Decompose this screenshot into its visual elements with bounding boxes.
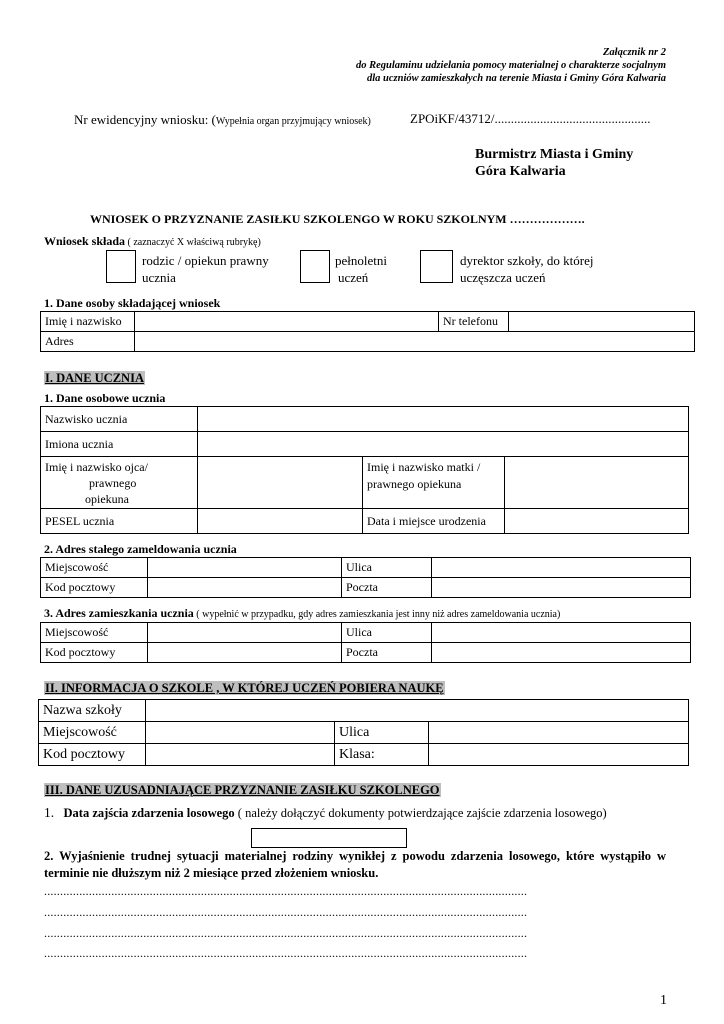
- pesel-field[interactable]: [198, 509, 363, 534]
- registered-address-heading: 2. Adres stałego zameldowania ucznia: [44, 542, 237, 556]
- explanation-line-1[interactable]: .......................................................................................................................................................: [44, 884, 528, 898]
- option-director-line-2: uczęszcza uczeń: [460, 270, 546, 285]
- res-street-label: Ulica: [342, 623, 432, 643]
- recipient-line-1: Burmistrz Miasta i Gminy: [475, 147, 634, 162]
- school-postcode-label: Kod pocztowy: [39, 744, 146, 766]
- school-postcode-field[interactable]: [146, 744, 335, 766]
- student-table: [40, 406, 689, 534]
- birth-field[interactable]: [505, 509, 689, 534]
- explanation-line-4[interactable]: .......................................................................................................................................................: [44, 946, 528, 960]
- father-label: [41, 457, 198, 509]
- section-3-heading-text: III. DANE UZUSADNIAJĄCE PRZYZNANIE ZASIŁKU SZKOLNEGO: [45, 783, 440, 797]
- registry-value: ZPOiKF/43712/................................................: [410, 111, 651, 126]
- residence-note: ( wypełnić w przypadku, gdy adres zamieszkania jest inny niż adres zameldowania ucznia): [193, 609, 561, 620]
- res-postcode-label: Kod pocztowy: [41, 643, 148, 663]
- event-date-question: [44, 805, 607, 821]
- section-2-heading: [44, 679, 445, 697]
- form-title: WNIOSEK O PRZYZNANIE ZASIŁKU SZKOLENGO W ROKU SZKOLNYM ……………….: [90, 212, 585, 226]
- applicant-heading: 1. Dane osoby składającej wniosek: [44, 296, 221, 310]
- residence-heading-text: 3. Adres zamieszkania ucznia: [44, 606, 194, 620]
- applicant-table: [40, 311, 695, 352]
- school-class-field[interactable]: [429, 744, 689, 766]
- applicant-name-field[interactable]: [135, 312, 439, 332]
- option-parent-label: [142, 252, 269, 286]
- first-names-label: Imiona ucznia: [41, 432, 198, 457]
- recipient-line-2: Góra Kalwaria: [475, 164, 566, 179]
- father-label-line-1: Imię i nazwisko ojca/: [45, 460, 148, 474]
- birth-label: Data i miejsce urodzenia: [363, 509, 505, 534]
- mother-label: [363, 457, 505, 509]
- event-date-field[interactable]: [251, 828, 407, 848]
- option-parent-line-1: rodzic / opiekun prawny: [142, 253, 269, 268]
- reg-postcode-label: Kod pocztowy: [41, 578, 148, 598]
- registry-label: Nr ewidencyjny wniosku: (: [74, 112, 216, 127]
- residence-address-table: [40, 622, 691, 663]
- reg-town-field[interactable]: [148, 558, 342, 578]
- res-town-field[interactable]: [148, 623, 342, 643]
- checkbox-adult-student[interactable]: [300, 250, 330, 283]
- option-parent-line-2: ucznia: [142, 270, 176, 285]
- applicant-address-field[interactable]: [135, 332, 695, 352]
- applicant-name-label: Imię i nazwisko: [41, 312, 135, 332]
- q1-number: 1.: [44, 805, 55, 820]
- school-town-field[interactable]: [146, 722, 335, 744]
- section-3-heading: [44, 781, 441, 799]
- school-table: [38, 699, 689, 766]
- reg-post-field[interactable]: [432, 578, 691, 598]
- applicant-phone-field[interactable]: [509, 312, 695, 332]
- section-1-heading-text: I. DANE UCZNIA: [45, 371, 144, 385]
- submitter-label: Wniosek składa: [44, 234, 126, 248]
- res-street-field[interactable]: [432, 623, 691, 643]
- option-adult-label: [335, 252, 387, 286]
- option-director-label: [460, 252, 593, 286]
- school-name-label: Nazwa szkoły: [39, 700, 146, 722]
- registered-address-table: [40, 557, 691, 598]
- father-label-line-3: opiekuna: [85, 492, 129, 506]
- father-label-line-2: prawnego: [89, 476, 137, 490]
- surname-label: Nazwisko ucznia: [41, 407, 198, 432]
- res-town-label: Miejscowość: [41, 623, 148, 643]
- residence-address-heading: [44, 606, 560, 621]
- school-town-label: Miejscowość: [39, 722, 146, 744]
- explanation-line-3[interactable]: .......................................................................................................................................................: [44, 926, 528, 940]
- reg-street-field[interactable]: [432, 558, 691, 578]
- father-field[interactable]: [198, 457, 363, 509]
- school-name-field[interactable]: [146, 700, 689, 722]
- annex-line-3: dla uczniów zamieszkałych na terenie Miasta i Gminy Góra Kalwaria: [367, 73, 666, 84]
- surname-field[interactable]: [198, 407, 689, 432]
- submitter-hint: ( zaznaczyć X właściwą rubrykę): [125, 237, 261, 248]
- q1-bold: Data zajścia zdarzenia losowego: [63, 806, 235, 820]
- section-1-heading: [44, 369, 145, 387]
- section-2-heading-text: II. INFORMACJA O SZKOLE , W KTÓREJ UCZEŃ POBIERA NAUKĘ: [45, 681, 444, 695]
- hardship-question: 2. Wyjaśnienie trudnej sytuacji materialnej rodziny wynikłej z powodu zdarzenia losowego, które wystąpiło w terminie nie dłuższym niż 2 miesiące przed złożeniem wniosku.: [44, 849, 666, 880]
- option-director-line-1: dyrektor szkoły, do której: [460, 253, 594, 268]
- option-adult-line-1: pełnoletni: [335, 253, 387, 268]
- option-adult-line-2: uczeń: [338, 270, 369, 285]
- registry-number: [74, 112, 371, 128]
- explanation-line-2[interactable]: .......................................................................................................................................................: [44, 905, 528, 919]
- q1-rest: ( należy dołączyć dokumenty potwierdzające zajście zdarzenia losowego): [234, 806, 607, 820]
- personal-data-heading: 1. Dane osobowe ucznia: [44, 391, 166, 405]
- registry-note: Wypełnia organ przyjmujący wniosek): [215, 116, 371, 127]
- school-street-field[interactable]: [429, 722, 689, 744]
- mother-label-line-1: Imię i nazwisko matki /: [367, 460, 481, 474]
- reg-street-label: Ulica: [342, 558, 432, 578]
- pesel-label: PESEL ucznia: [41, 509, 198, 534]
- first-names-field[interactable]: [198, 432, 689, 457]
- annex-line-2: do Regulaminu udzielania pomocy materialnej o charakterze socjalnym: [355, 60, 666, 71]
- res-post-label: Poczta: [342, 643, 432, 663]
- mother-label-line-2: prawnego opiekuna: [367, 477, 462, 491]
- submitter-row: [44, 234, 261, 249]
- school-street-label: Ulica: [335, 722, 429, 744]
- school-class-label: Klasa:: [335, 744, 429, 766]
- checkbox-parent[interactable]: [106, 250, 136, 283]
- reg-postcode-field[interactable]: [148, 578, 342, 598]
- res-post-field[interactable]: [432, 643, 691, 663]
- applicant-phone-label: Nr telefonu: [439, 312, 509, 332]
- applicant-address-label: Adres: [41, 332, 135, 352]
- page-number: 1: [660, 993, 667, 1008]
- reg-post-label: Poczta: [342, 578, 432, 598]
- res-postcode-field[interactable]: [148, 643, 342, 663]
- checkbox-school-director[interactable]: [420, 250, 453, 283]
- mother-field[interactable]: [505, 457, 689, 509]
- reg-town-label: Miejscowość: [41, 558, 148, 578]
- annex-line-1: Załącznik nr 2: [602, 47, 666, 58]
